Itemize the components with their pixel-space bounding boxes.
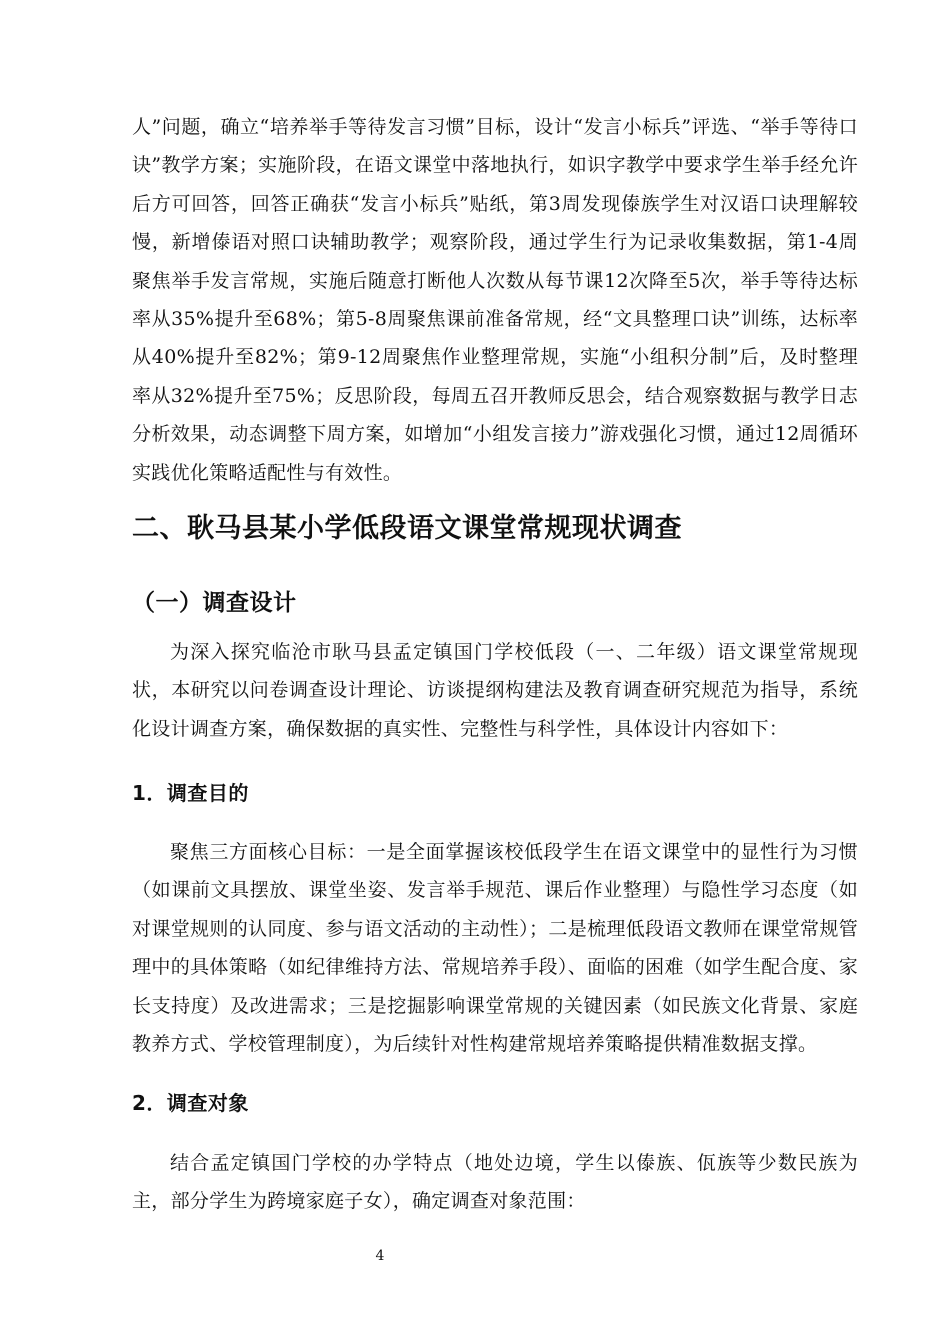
- heading-subjects: 2．调查对象: [132, 1091, 249, 1115]
- section-heading: 二、耿马县某小学低段语文课堂常规现状调查: [132, 513, 682, 544]
- paragraph-subjects: 结合孟定镇国门学校的办学特点（地处边境，学生以傣族、佤族等少数民族为主，部分学生为跨境家庭子女），确定调查对象范围：: [132, 1152, 858, 1213]
- paragraph-purpose: 聚焦三方面核心目标：一是全面掌握该校低段学生在语文课堂中的显性行为习惯（如课前文具摆放、课堂坐姿、发言举手规范、课后作业整理）与隐性学习态度（如对课堂规则的认同度、参与语文活动的主动性）；二是梳理低段语文教师在课堂常规管理中的具体策略（如纪律维持方法、常规培养手段）、面临的困难（如学生配合度、家长支持度）及改进需求；三是挖掘影响课堂常规的关键因素（如民族文化背景、家庭教养方式、学校管理制度），为后续针对性构建常规培养策略提供精准数据支撑。: [132, 841, 858, 1056]
- heading-purpose: 1．调查目的: [132, 781, 249, 805]
- paragraph-continuation: 人”问题，确立“培养举手等待发言习惯”目标，设计“发言小标兵”评选、“举手等待口诀”教学方案；实施阶段，在语文课堂中落地执行，如识字教学中要求学生举手经允许后方可回答，回答正确获“发言小标兵”贴纸，第3周发现傣族学生对汉语口诀理解较慢，新增傣语对照口诀辅助教学；观察阶段，通过学生行为记录收集数据，第1-4周聚焦举手发言常规，实施后随意打断他人次数从每节课12次降至5次，举手等待达标率从35%提升至68%；第5-8周聚焦课前准备常规，经“文具整理口诀”训练，达标率从40%提升至82%；第9-12周聚焦作业整理常规，实施“小组积分制”后，及时整理率从32%提升至75%；反思阶段，每周五召开教师反思会，结合观察数据与教学日志分析效果，动态调整下周方案，如增加“小组发言接力”游戏强化习惯，通过12周循环实践优化策略适配性与有效性。: [132, 116, 858, 484]
- subsection-heading: （一）调查设计: [132, 590, 297, 616]
- paragraph-design: 为深入探究临沧市耿马县孟定镇国门学校低段（一、二年级）语文课堂常规现状，本研究以问卷调查设计理论、访谈提纲构建法及教育调查研究规范为指导，系统化设计调查方案，确保数据的真实性、完整性与科学性，具体设计内容如下：: [132, 641, 858, 740]
- page-number: 4: [375, 1248, 385, 1264]
